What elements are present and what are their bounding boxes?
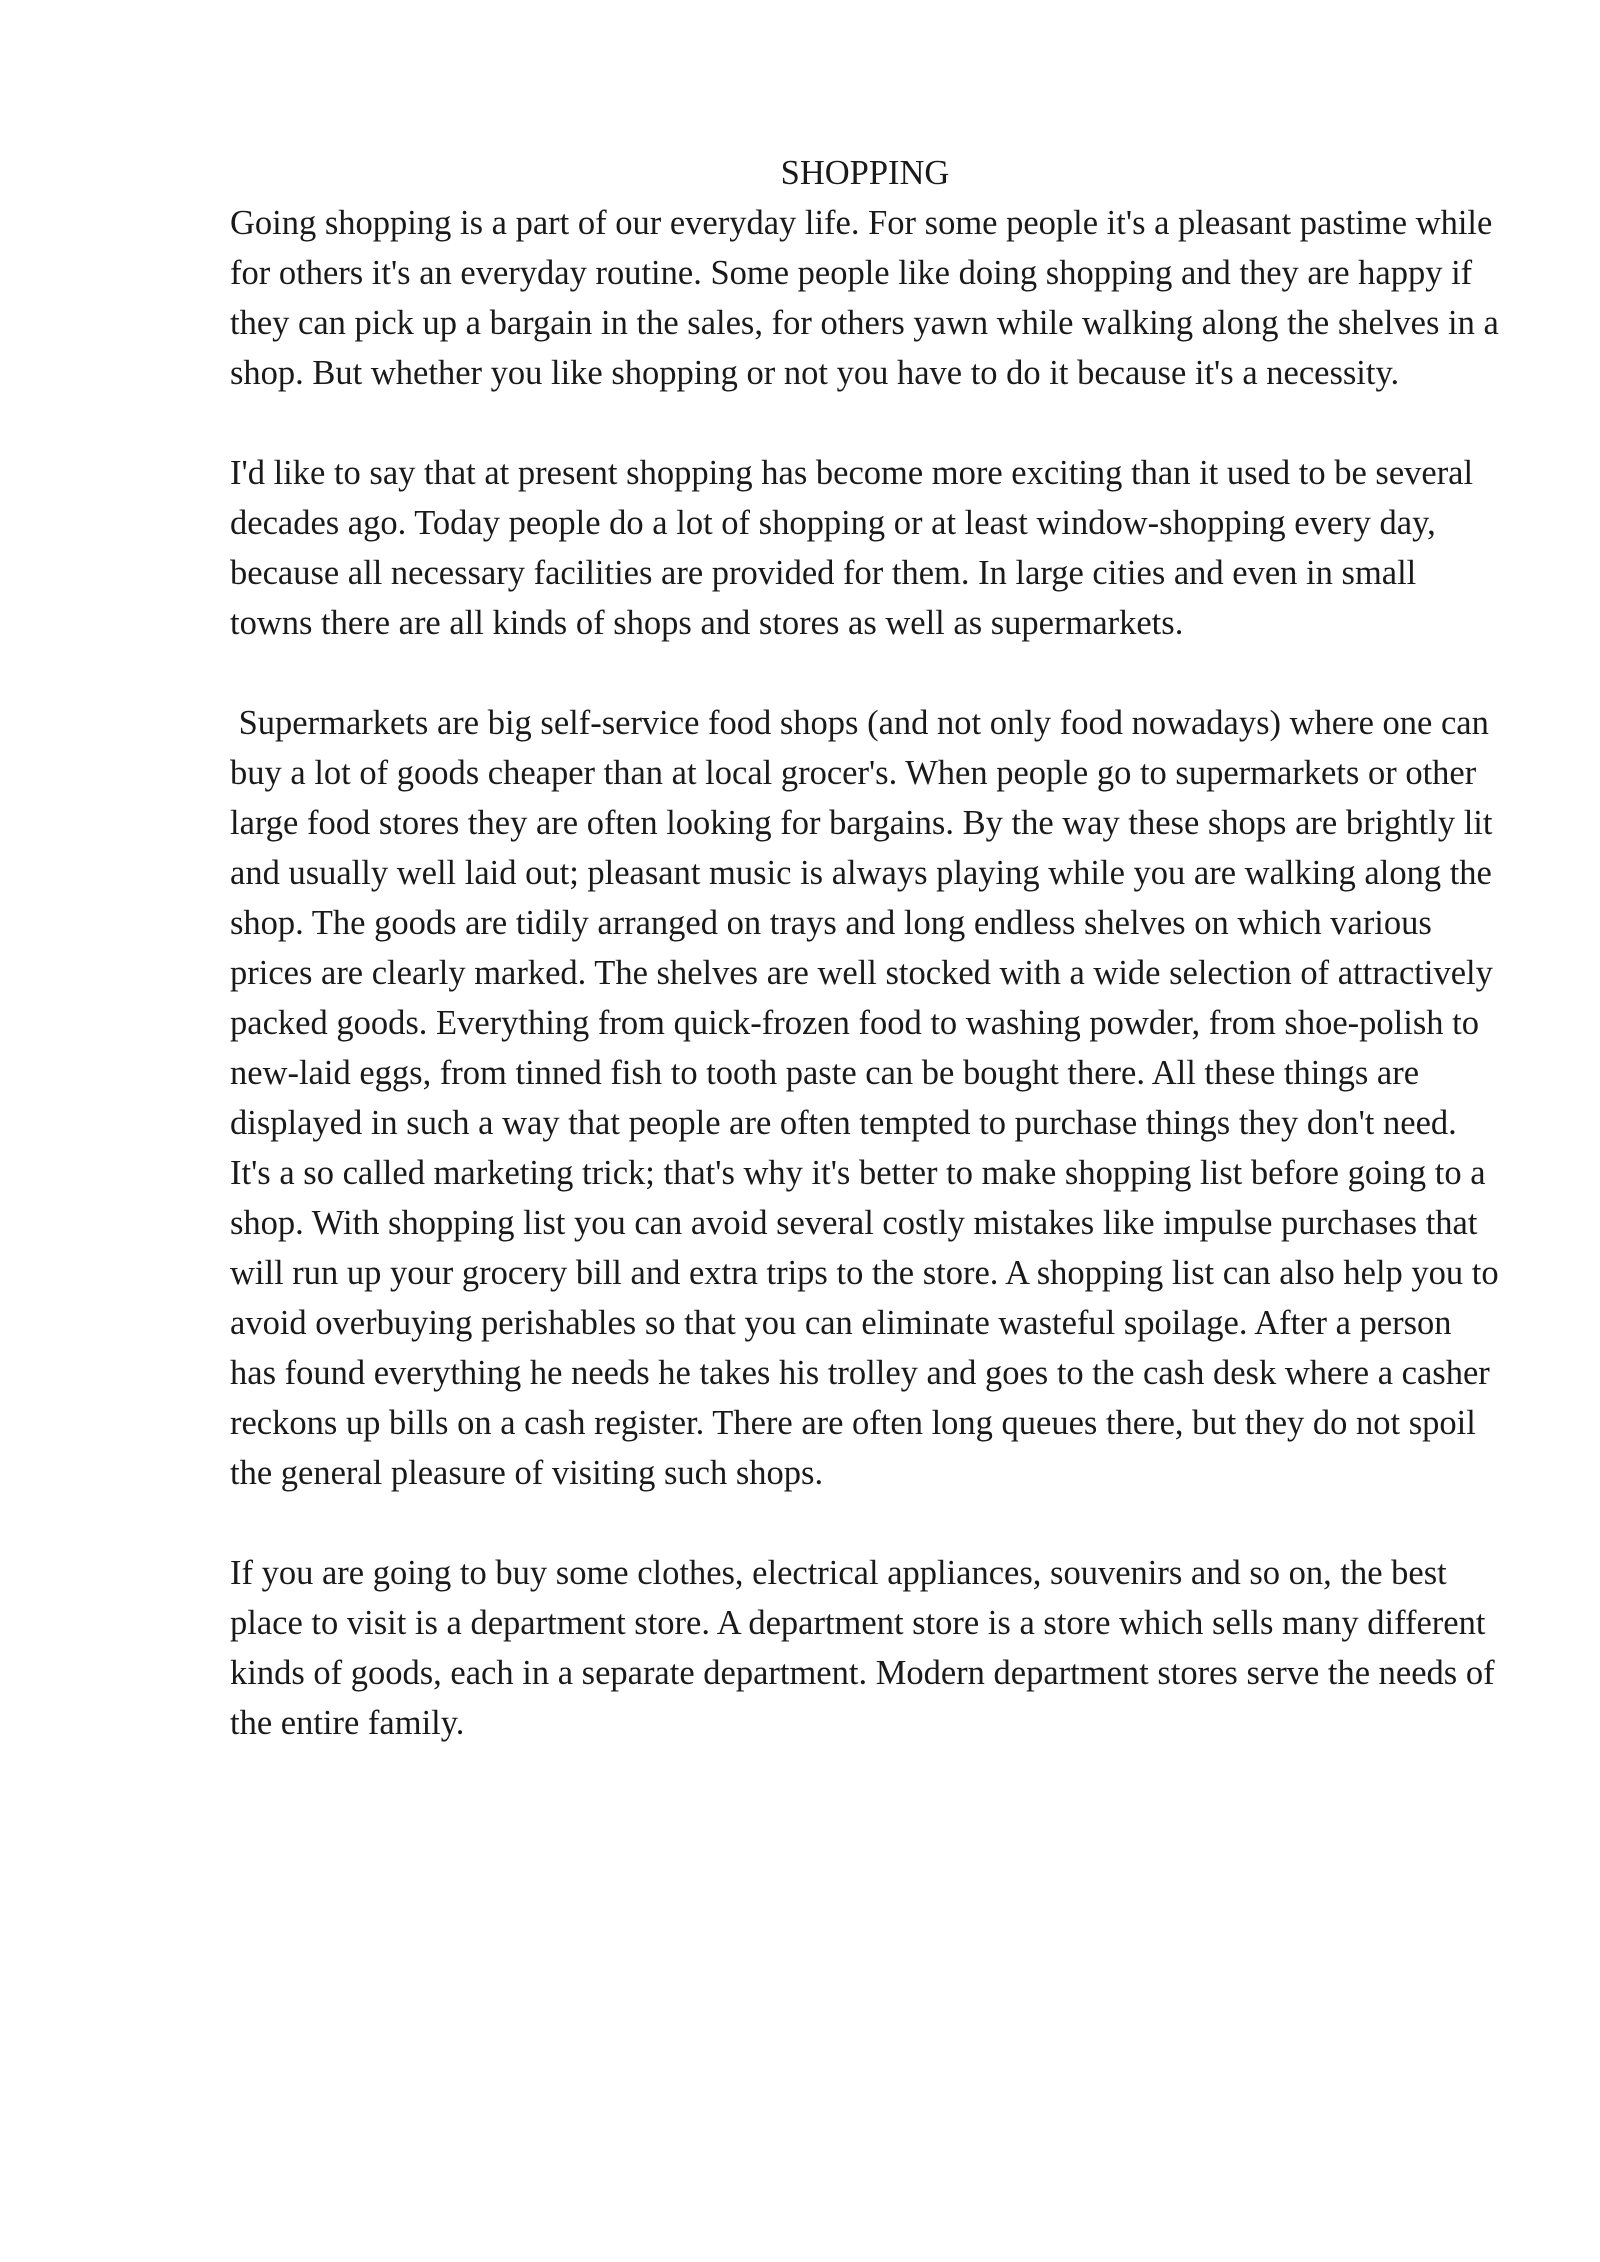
document-title: SHOPPING (780, 154, 950, 192)
document-body (230, 148, 1508, 1748)
paragraph-2: I'd like to say that at present shopping has become more exciting than it used to be several decades ago. Today people do a lot of shopping or at least window-shopping every day, because all necessary facilities are provided for them. In large cities and even in small towns there are all kinds of shops and stores as well as supermarkets. (230, 454, 1482, 642)
paragraph-3: Supermarkets are big self-service food shops (and not only food nowadays) where one can buy a lot of goods cheaper than at local grocer's. When people go to supermarkets or other large food stores they are often looking for bargains. By the way these shops are brightly lit and usually well laid out; pleasant music is always playing while you are walking along the shop. The goods are tidily arranged on trays and long endless shelves on which various prices are clearly marked. The shelves are well stocked with a wide selection of attractively packed goods. Everything from quick-frozen food to washing powder, from shoe-polish to new-laid eggs, from tinned fish to tooth paste can be bought there. All these things are displayed in such a way that people are often tempted to purchase things they don't need. It's a so called marketing trick; that's why it's better to make shopping list before going to a shop. With shopping list you can avoid several costly mistakes like impulse purchases that will run up your grocery bill and extra trips to the store. A shopping list can also help you to avoid overbuying perishables so that you can eliminate wasteful spoilage. After a person has found everything he needs he takes his trolley and goes to the cash desk where a casher reckons up bills on a cash register. There are often long queues there, but they do not spoil the general pleasure of visiting such shops. (230, 704, 1508, 1492)
paragraph-4: If you are going to buy some clothes, electrical appliances, souvenirs and so on, the best place to visit is a department store. A department store is a store which sells many different kinds of goods, each in a separate department. Modern department stores serve the needs of the entire family. (230, 1554, 1504, 1742)
paragraph-1: Going shopping is a part of our everyday life. For some people it's a pleasant pastime while for others it's an everyday routine. Some people like doing shopping and they are happy if they can pick up a bargain in the sales, for others yawn while walking along the shelves in a shop. But whether you like shopping or not you have to do it because it's a necessity. (230, 204, 1508, 392)
